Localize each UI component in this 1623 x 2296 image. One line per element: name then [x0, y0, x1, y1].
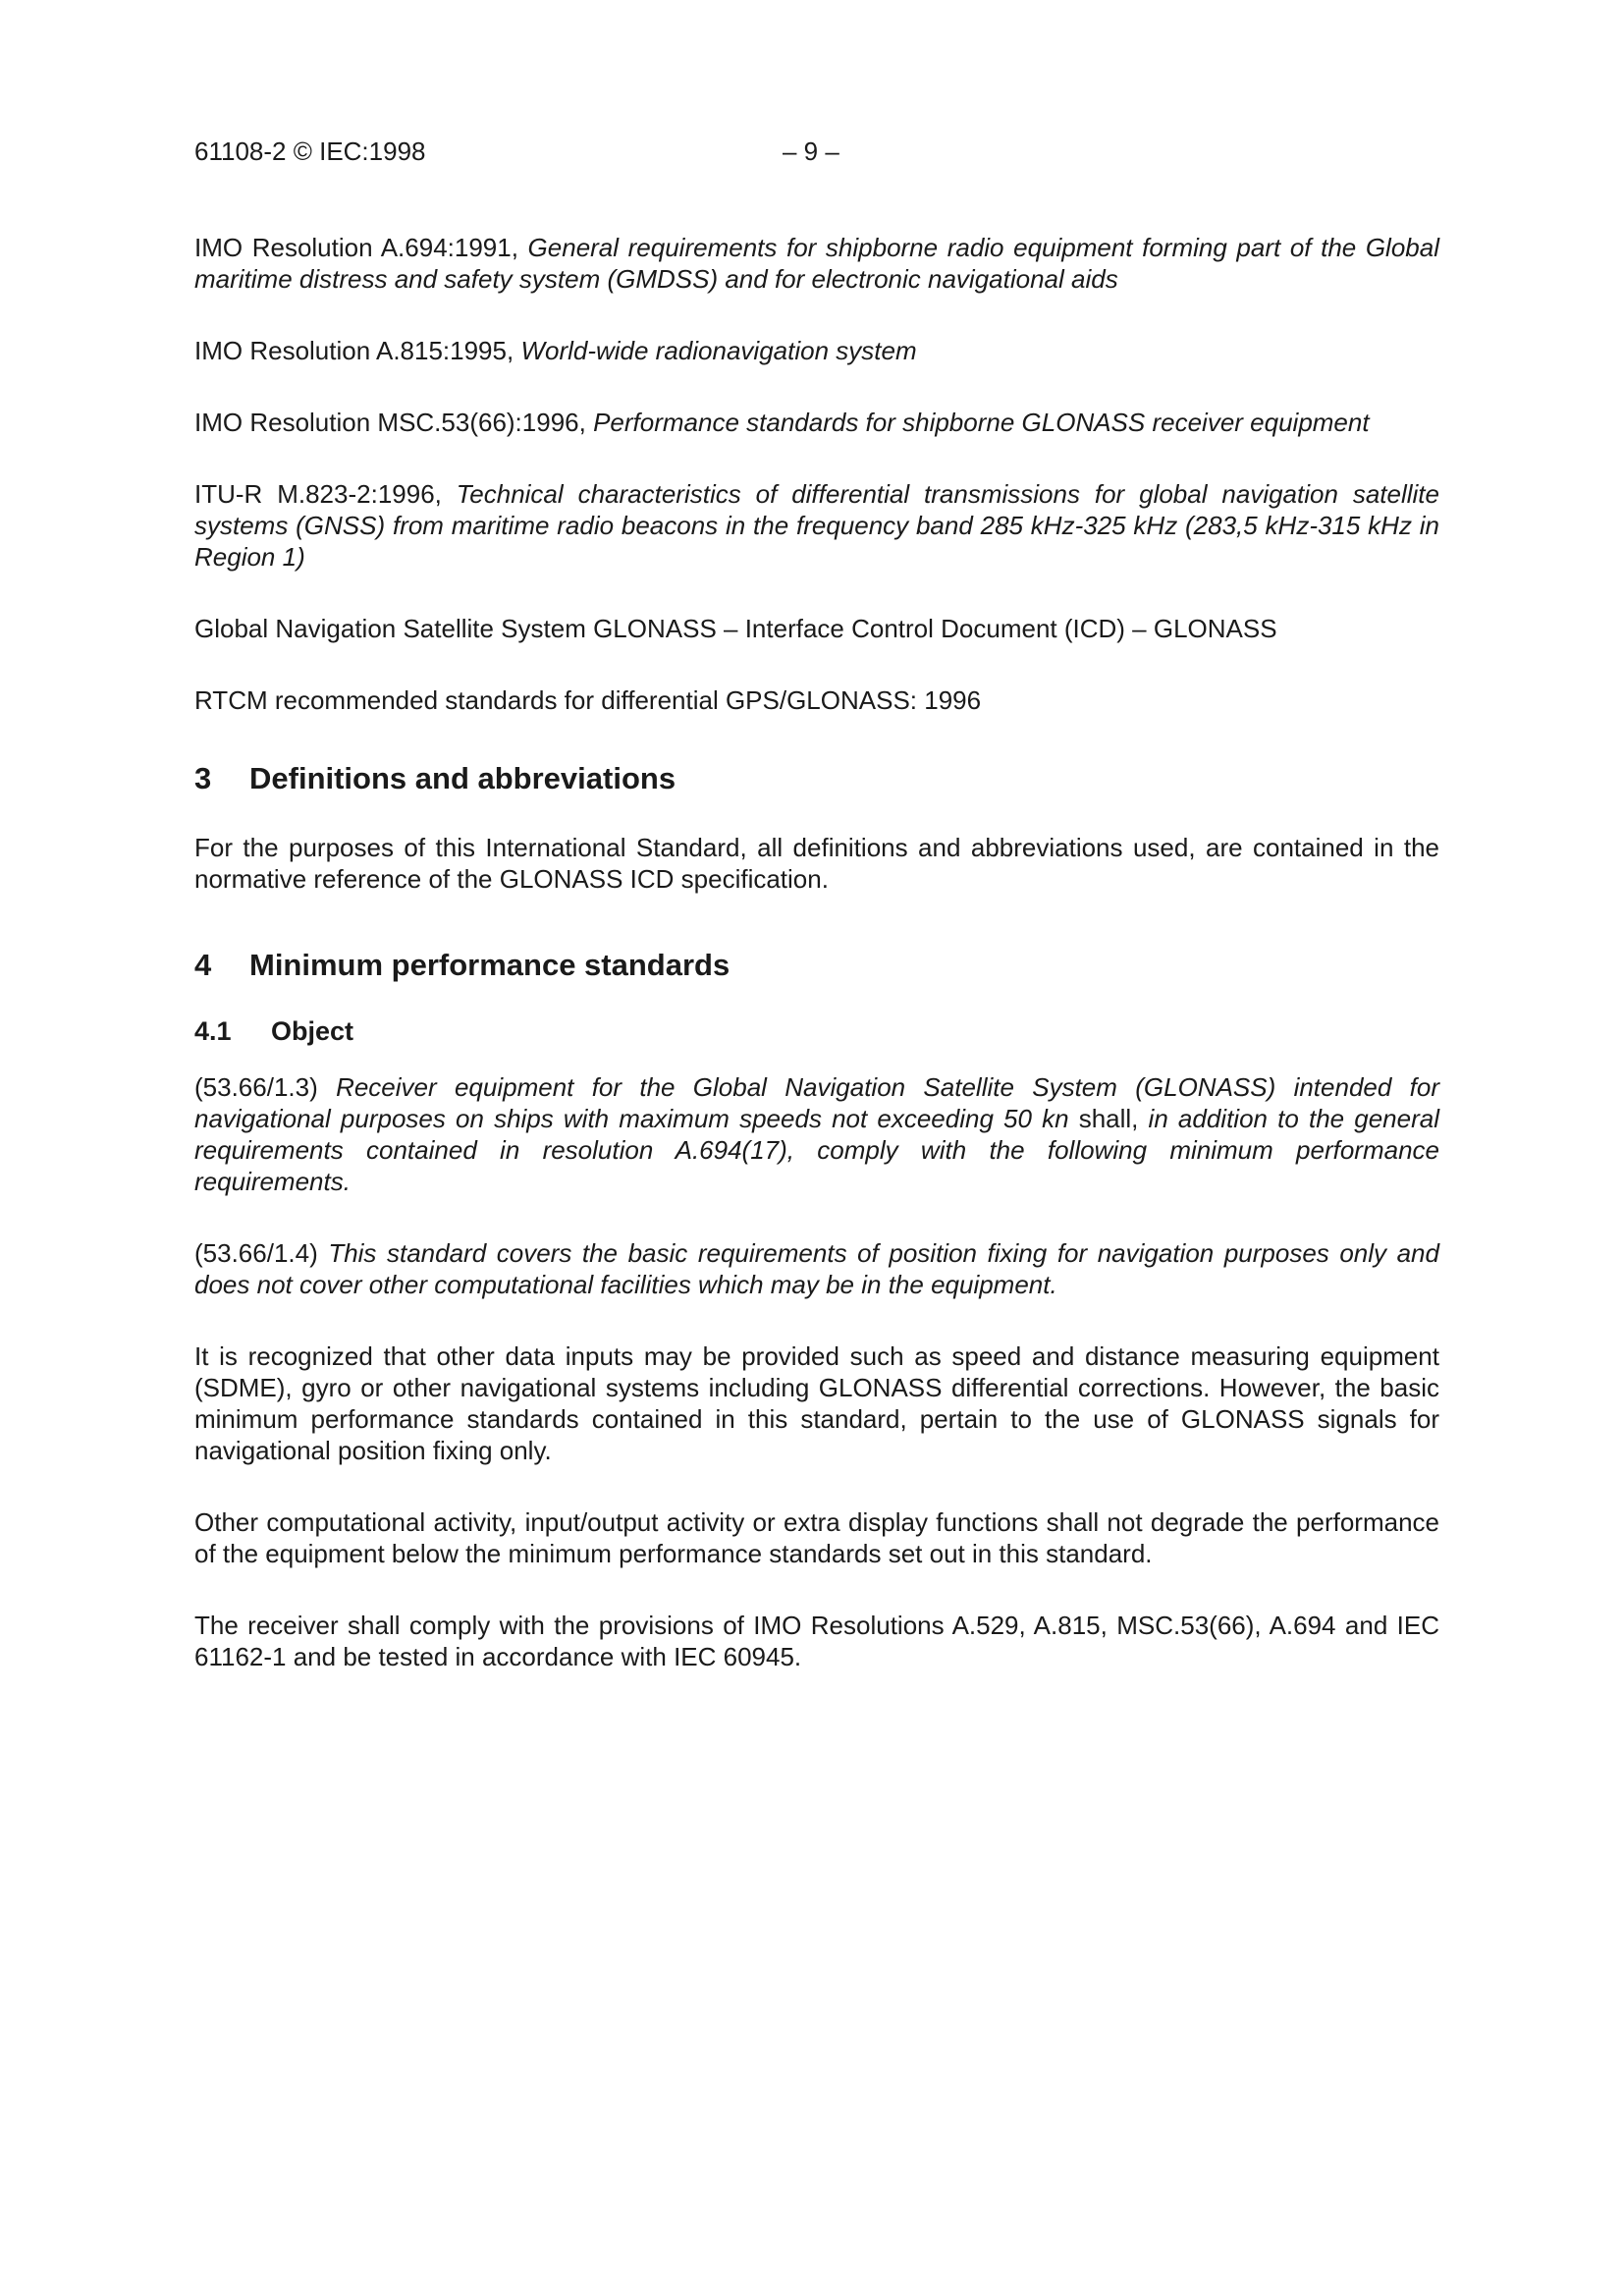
subsection-4-1-heading	[194, 1014, 1439, 1048]
reference-item	[194, 335, 1439, 366]
page-number: – 9 –	[783, 137, 839, 166]
document-id: 61108-2 © IEC:1998	[194, 137, 426, 166]
paragraph-ref: (53.66/1.3)	[194, 1072, 337, 1102]
reference-id: RTCM recommended standards for differential GPS/GLONASS: 1996	[194, 685, 982, 715]
reference-item	[194, 613, 1439, 644]
section-number: 3	[194, 761, 212, 795]
paragraph-italic: in addition to the general requirements contained in resolution A.694(17), comply with the following minimum performance requirements.	[194, 1104, 1439, 1196]
page-body	[194, 232, 1439, 1672]
paragraph-ref: (53.66/1.4)	[194, 1238, 329, 1268]
paragraph-53-66-1-3	[194, 1071, 1439, 1197]
reference-id: ITU-R M.823-2:1996,	[194, 479, 457, 509]
reference-item	[194, 684, 1439, 716]
paragraph-53-66-1-4	[194, 1237, 1439, 1300]
paragraph-compliance: The receiver shall comply with the provisions of IMO Resolutions A.529, A.815, MSC.53(66), A.694 and IEC 61162-1 and be tested in accordance with IEC 60945.	[194, 1611, 1439, 1671]
section-3-heading	[194, 759, 1439, 798]
reference-item	[194, 232, 1439, 295]
reference-id: IMO Resolution A.815:1995,	[194, 336, 521, 365]
subsection-number: 4.1	[194, 1016, 232, 1046]
reference-title: Technical characteristics of differential transmissions for global navigation satellite systems (GNSS) from maritime radio beacons in the frequency band 285 kHz-325 kHz (283,5 kHz-315 kHz in Region 1)	[194, 479, 1439, 572]
reference-id: Global Navigation Satellite System GLONASS – Interface Control Document (ICD) – GLONASS	[194, 614, 1277, 643]
reference-title: General requirements for shipborne radio equipment forming part of the Global maritime distress and safety system (GMDSS) and for electronic navigational aids	[194, 233, 1439, 294]
paragraph-italic: This standard covers the basic requirements of position fixing for navigation purposes only and does not cover other computational facilities which may be in the equipment.	[194, 1238, 1439, 1299]
section-title: Definitions and abbreviations	[249, 761, 676, 795]
paragraph-data-inputs: It is recognized that other data inputs may be provided such as speed and distance measuring equipment (SDME), gyro or other navigational systems including GLONASS differential corrections. However, the basic minimum performance standards contained in this standard, pertain to the use of GLONASS signals for navigational position fixing only.	[194, 1341, 1439, 1465]
reference-item	[194, 478, 1439, 573]
paragraph-plain: shall,	[1068, 1104, 1149, 1133]
paragraph-computational-activity: Other computational activity, input/output activity or extra display functions shall not degrade the performance of the equipment below the minimum performance standards set out in this standard.	[194, 1507, 1439, 1568]
section-number: 4	[194, 948, 212, 982]
reference-id: IMO Resolution MSC.53(66):1996,	[194, 408, 594, 437]
section-3-text: For the purposes of this International Standard, all definitions and abbreviations used, are contained in the normative reference of the GLONASS ICD specification.	[194, 833, 1439, 894]
section-4-heading	[194, 946, 1439, 985]
reference-title: Performance standards for shipborne GLONASS receiver equipment	[593, 408, 1370, 437]
reference-title: World-wide radionavigation system	[520, 336, 917, 365]
reference-item	[194, 407, 1439, 438]
subsection-title: Object	[271, 1016, 354, 1046]
paragraph-italic: Receiver equipment for the Global Navigation Satellite System (GLONASS) intended for navigational purposes on ships with maximum speeds not exceeding 50 kn	[194, 1072, 1439, 1133]
reference-id: IMO Resolution A.694:1991,	[194, 233, 528, 262]
section-title: Minimum performance standards	[249, 948, 730, 982]
